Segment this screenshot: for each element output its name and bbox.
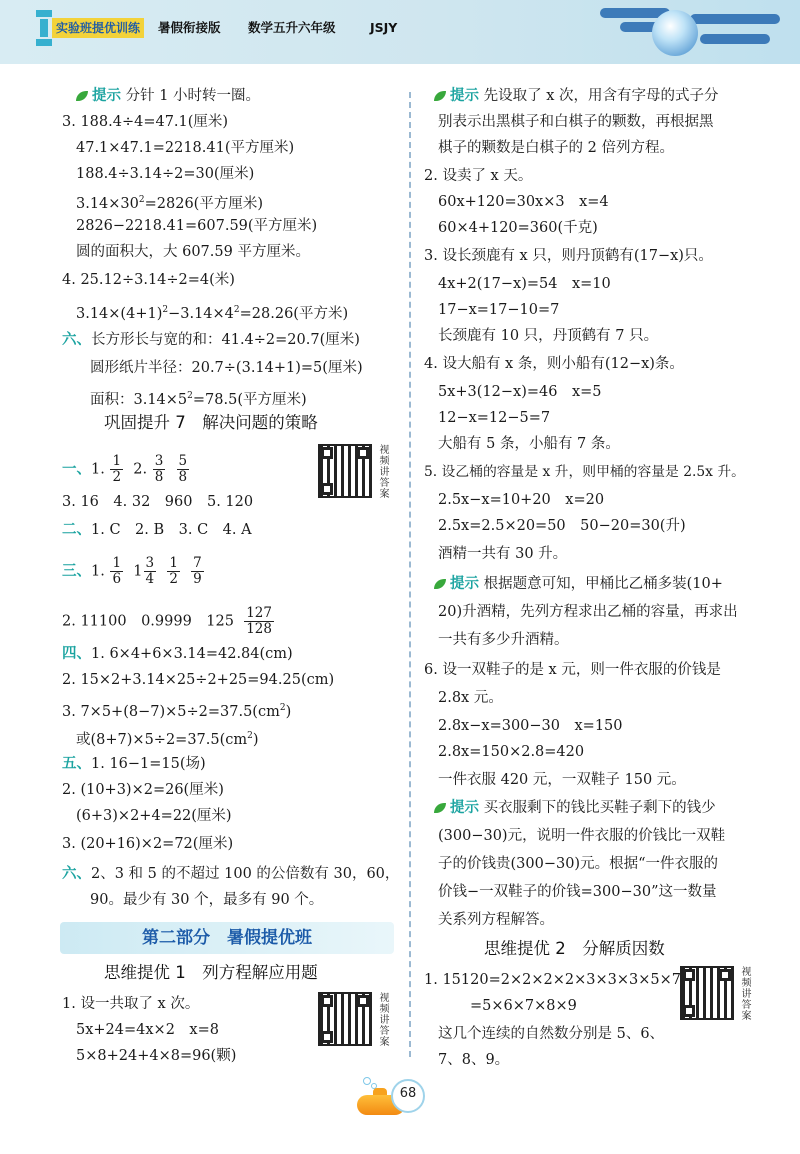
answer-line: 或$(8+7)\times 5\div 2=37.5(cm^2)$ <box>76 731 259 748</box>
answer-line: 5×8+24+4×8=96(颗) <box>76 1048 237 1064</box>
answer-line: 长颈鹿有 10 只，丹顶鹤有 7 只。 <box>438 328 659 344</box>
answer-line: 二、1. C 2. B 3. C 4. A <box>62 522 252 538</box>
answer-line: 五、1. 16−1=15(场) <box>62 756 206 772</box>
edition-label: 暑假衔接版 <box>158 20 221 35</box>
answer-line: 大船有 5 条，小船有 7 条。 <box>438 436 620 452</box>
leaf-icon <box>434 579 446 589</box>
fraction: $\frac{1}{6}$ <box>112 555 122 587</box>
fraction: $\frac{3}{4}$ <box>145 555 155 587</box>
qr-caption: 视频讲答案 <box>377 444 388 499</box>
answer-line: 6. 设一双鞋子的是 x 元，则一件衣服的价钱是 <box>424 662 721 678</box>
qr-code[interactable] <box>318 992 388 1050</box>
answer-line: 六、长方形长与宽的和：41.4÷2=20.7(厘米) <box>62 332 360 348</box>
leaf-icon <box>434 91 446 101</box>
answer-line: 5x+3(12−x)=46 x=5 <box>438 384 602 400</box>
part-band <box>60 922 394 954</box>
brand-label: 实验班提优训练 <box>52 18 144 38</box>
answer-line: $3.14\times 30^2=2826$(平方厘米) <box>76 195 263 212</box>
answer-line: 3. 16 4. 32 960 5. 120 <box>62 494 254 510</box>
answer-line: 2826−2218.41=607.59(平方厘米) <box>76 218 318 234</box>
fraction: $\frac{1}{2}$ <box>169 555 178 587</box>
answer-line: 一件衣服 420 元，一双鞋子 150 元。 <box>438 772 686 788</box>
answer-line: 价钱−一双鞋子的价钱=300−30”这一数量 <box>438 884 717 900</box>
leaf-icon <box>76 91 88 101</box>
answer-line: 2.8x−x=300−30 x=150 <box>438 718 623 734</box>
answer-line: 圆的面积大，大 607.59 平方厘米。 <box>76 244 310 260</box>
answer-line: 一共有多少升酒精。 <box>438 632 569 648</box>
answer-line: 5. 设乙桶的容量是 x 升，则甲桶的容量是 2.5x 升。 <box>424 464 745 480</box>
section-number: 六、 <box>62 332 91 348</box>
answer-line: 三、1. $\frac{1}{6}$ 1 $\frac{3}{4}$ $\frac{1}{2}$ $\frac{7}{9}$ <box>62 555 202 587</box>
qr-code[interactable] <box>318 444 388 502</box>
fraction: $\frac{127}{128}$ <box>246 605 272 637</box>
i-logo-icon <box>36 10 52 46</box>
answer-line: (6+3)×2+4=22(厘米) <box>76 808 232 824</box>
answer-line: 2. 设卖了 x 天。 <box>424 168 533 184</box>
answer-line: 2.5x=2.5×20=50 50−20=30(升) <box>438 518 686 534</box>
fraction: $\frac{7}{9}$ <box>193 555 202 587</box>
answer-line: 这几个连续的自然数分别是 5、6、 <box>438 1026 665 1042</box>
answer-line: =5×6×7×8×9 <box>470 998 577 1014</box>
answer-line: 子的价钱贵(300−30)元。根据“一件衣服的 <box>438 856 719 872</box>
answer-line: 六、2、3 和 5 的不超过 100 的公倍数有 30，60， <box>62 866 400 882</box>
answer-line: 20)升酒精，先列方程求出乙桶的容量，再求出 <box>438 604 738 620</box>
answer-line: 棋子的颗数是白棋子的 2 倍列方程。 <box>438 140 674 156</box>
answer-line: 3. $7\times 5+(8-7)\times 5\div 2=37.5(cm^2)$ <box>62 703 292 720</box>
section-number: 二、 <box>62 522 91 538</box>
answer-line: 47.1×47.1=2218.41(平方厘米) <box>76 140 295 156</box>
answer-line: 60×4+120=360(千克) <box>438 220 598 236</box>
tip-line: 提示 买衣服剩下的钱比买鞋子剩下的钱少 <box>434 798 716 818</box>
section-title: 思维提优 2 分解质因数 <box>484 939 665 958</box>
answer-line: 关系列方程解答。 <box>438 912 554 928</box>
answer-line: 188.4÷3.14÷2=30(厘米) <box>76 166 255 182</box>
planet-icon <box>652 10 698 56</box>
answer-line: 90。最少有 30 个，最多有 90 个。 <box>90 892 324 908</box>
answer-line: 4. 设大船有 x 条，则小船有(12−x)条。 <box>424 356 684 372</box>
answer-line: 2. (10+3)×2=26(厘米) <box>62 782 224 798</box>
fraction: $\frac{3}{8}$ <box>154 453 164 485</box>
fraction: $\frac{1}{2}$ <box>112 453 122 485</box>
qr-code[interactable] <box>680 966 750 1024</box>
tip-line: 提示 先设取了 x 次，用含有字母的式子分 <box>434 86 719 106</box>
page-footer <box>345 1075 435 1125</box>
tip-line: 提示 分针 1 小时转一圈。 <box>76 86 260 106</box>
answer-line: 4x+2(17−x)=54 x=10 <box>438 276 611 292</box>
cloud-decoration <box>690 14 780 24</box>
answer-line: 四、1. 6×4+6×3.14=42.84(cm) <box>62 646 293 662</box>
page-number: 68 <box>399 1086 417 1101</box>
answer-line: 17−x=17−10=7 <box>438 302 560 318</box>
answer-line: 60x+120=30x×3 x=4 <box>438 194 609 210</box>
subject-label: 数学五升六年级 <box>248 20 336 35</box>
bubble-icon <box>363 1077 371 1085</box>
answer-line: 酒精一共有 30 升。 <box>438 546 568 562</box>
answer-line: 圆形纸片半径：20.7÷(3.14+1)=5(厘米) <box>90 360 363 376</box>
answer-line: 2. 15×2+3.14×25÷2+25=94.25(cm) <box>62 672 335 688</box>
leaf-icon <box>434 803 446 813</box>
answer-line: (300−30)元，说明一件衣服的价钱比一双鞋 <box>438 828 726 844</box>
answer-line: 3. 设长颈鹿有 x 只，则丹顶鹤有(17−x)只。 <box>424 248 713 264</box>
answer-line: 2.8x=150×2.8=420 <box>438 744 585 760</box>
answer-line: 2.8x 元。 <box>438 690 503 706</box>
answer-line: 5x+24=4x×2 x=8 <box>76 1022 219 1038</box>
cloud-decoration <box>700 34 770 44</box>
answer-line: 1. 设一共取了 x 次。 <box>62 996 200 1012</box>
code-label: JSJY <box>370 20 398 35</box>
qr-caption: 视频讲答案 <box>377 992 388 1047</box>
answer-line: 2.5x−x=10+20 x=20 <box>438 492 605 508</box>
section-number: 六、 <box>62 866 91 882</box>
answer-line: 4. 25.12÷3.14÷2=4(米) <box>62 272 235 288</box>
answer-line: 3. (20+16)×2=72(厘米) <box>62 836 234 852</box>
section-number: 五、 <box>62 756 91 772</box>
answer-line: 面积：$3.14\times 5^2=78.5$(平方厘米) <box>90 391 307 408</box>
answer-line: 别表示出黑棋子和白棋子的颗数，再根据黑 <box>438 114 714 130</box>
answer-line: 1. 15120=2×2×2×2×3×3×3×5×7 <box>424 972 681 988</box>
answer-line: 一、1. $\frac{1}{2}$ 2. $\frac{3}{8}$ $\frac{5}{8}$ <box>62 453 188 485</box>
section-number: 四、 <box>62 646 91 662</box>
answer-line: 12−x=12−5=7 <box>438 410 551 426</box>
fraction: $\frac{5}{8}$ <box>178 453 188 485</box>
section-title: 思维提优 1 列方程解应用题 <box>104 963 318 982</box>
answer-line: $3.14\times(4+1)^2-3.14\times 4^2=28.26$(平方米) <box>76 305 349 322</box>
answer-line: 2. 11100 0.9999 125 $\frac{127}{128}$ <box>62 605 272 637</box>
part-title: 第二部分 暑假提优班 <box>142 928 312 948</box>
answer-line: 7、8、9。 <box>438 1052 510 1068</box>
section-number: 一、 <box>62 461 91 478</box>
column-divider <box>409 92 411 1057</box>
section-number: 三、 <box>62 563 91 580</box>
tip-line: 提示 根据题意可知，甲桶比乙桶多装(10+ <box>434 574 723 594</box>
section-title: 巩固提升 7 解决问题的策略 <box>104 413 318 432</box>
answer-line: 3. 188.4÷4=47.1(厘米) <box>62 114 229 130</box>
page-header <box>0 0 800 64</box>
qr-caption: 视频讲答案 <box>739 966 750 1021</box>
